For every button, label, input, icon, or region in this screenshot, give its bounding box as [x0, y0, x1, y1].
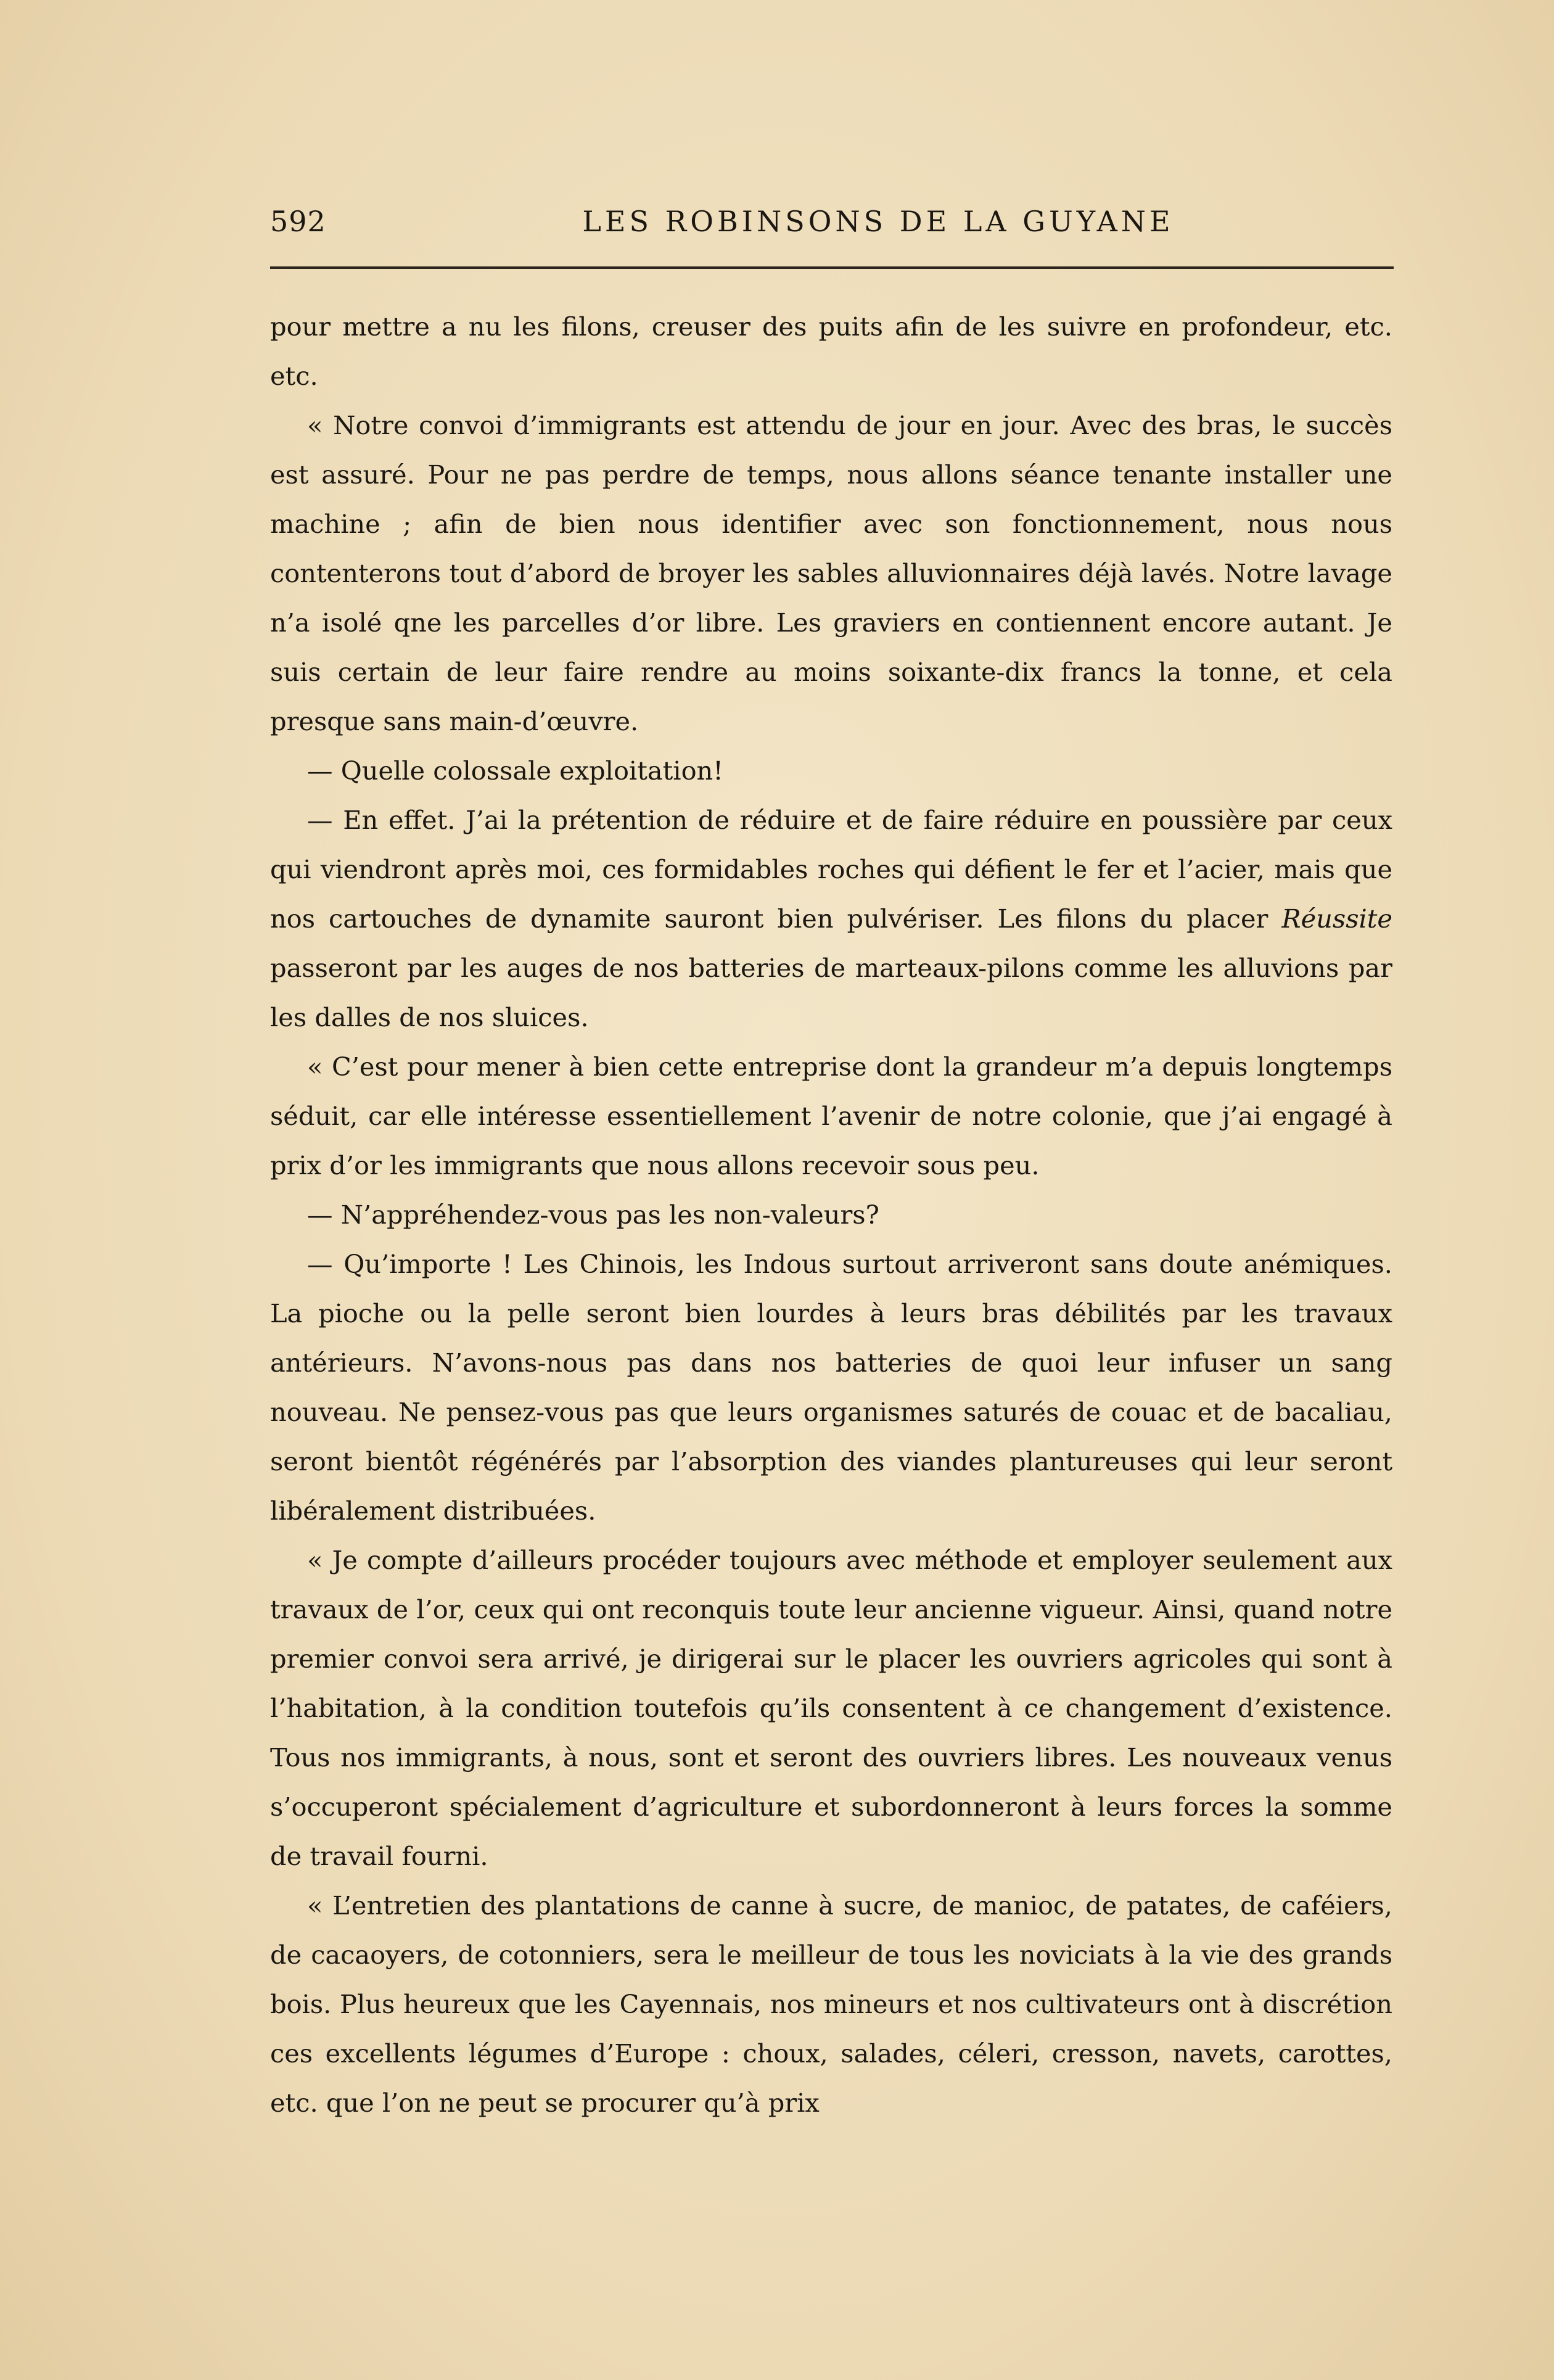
body-text	[270, 302, 1392, 2128]
paragraph	[270, 796, 1392, 1042]
paragraph: — Quelle colossale exploitation!	[307, 756, 723, 786]
page-number: 592	[270, 205, 326, 238]
paragraph-text: — En effet. J’ai la prétention de réduire et de faire réduire en poussière par ceux qui viendront après moi, ces formidables roches qui défient le fer et l’acier, mais que nos cartouches de dynamite sauront bien pulvériser. Les filons du placer	[270, 805, 1392, 934]
paragraph: « Je compte d’ailleurs procéder toujours avec méthode et employer seulement aux travaux de l’or, ceux qui ont reconquis toute leur ancienne vigueur. Ainsi, quand notre premier convoi sera arrivé, je dirigerai sur le placer les ouvriers agricoles qui sont à l’habitation, à la condition toutefois qu’ils consentent à ce changement d’existence. Tous nos immigrants, à nous, sont et seront des ouvriers libres. Les nouveaux venus s’occuperont spécialement d’agriculture et subordonneront à leurs forces la somme de travail fourni.	[270, 1545, 1392, 1871]
paragraph: — Qu’importe ! Les Chinois, les Indous surtout arriveront sans doute anémiques. La pioche ou la pelle seront bien lourdes à leurs bras débilités par les travaux antérieurs. N’avons-nous pas dans nos batteries de quoi leur infuser un sang nouveau. Ne pensez-vous pas que leurs organismes saturés de couac et de bacaliau, seront bientôt régénérés par l’absorption des viandes plantureuses qui leur seront libéralement distribuées.	[270, 1249, 1392, 1526]
page-header	[270, 205, 1394, 242]
running-title: LES ROBINSONS DE LA GUYANE	[582, 205, 1174, 238]
paragraph: — N’appréhendez-vous pas les non-valeurs?	[307, 1200, 879, 1230]
placer-name: Réussite	[1281, 904, 1392, 934]
header-rule	[270, 266, 1394, 269]
paragraph-text: passeront par les auges de nos batteries de marteaux-pilons comme les alluvions par les dalles de nos sluices.	[270, 953, 1392, 1032]
paragraph: « C’est pour mener à bien cette entreprise dont la grandeur m’a depuis longtemps séduit, car elle intéresse essentiellement l’avenir de notre colonie, que j’ai engagé à prix d’or les immigrants que nous allons recevoir sous peu.	[270, 1052, 1392, 1180]
paragraph: pour mettre a nu les filons, creuser des puits afin de les suivre en profondeur, etc. etc.	[270, 311, 1392, 391]
paragraph: « L’entretien des plantations de canne à sucre, de manioc, de patates, de caféiers, de cacaoyers, de cotonniers, sera le meilleur de tous les noviciats à la vie des grands bois. Plus heureux que les Cayennais, nos mineurs et nos cultivateurs ont à discrétion ces excellents légumes d’Europe : choux, salades, céleri, cresson, navets, carottes, etc. que l’on ne peut se procurer qu’à prix	[270, 1890, 1392, 2118]
paragraph: « Notre convoi d’immigrants est attendu de jour en jour. Avec des bras, le succès est assuré. Pour ne pas perdre de temps, nous allons séance tenante installer une machine ; afin de bien nous identifier avec son fonctionnement, nous nous contenterons tout d’abord de broyer les sables alluvionnaires déjà lavés. Notre lavage n’a isolé qne les parcelles d’or libre. Les graviers en contiennent encore autant. Je suis certain de leur faire rendre au moins soixante-dix francs la tonne, et cela presque sans main-d’œuvre.	[270, 410, 1392, 736]
